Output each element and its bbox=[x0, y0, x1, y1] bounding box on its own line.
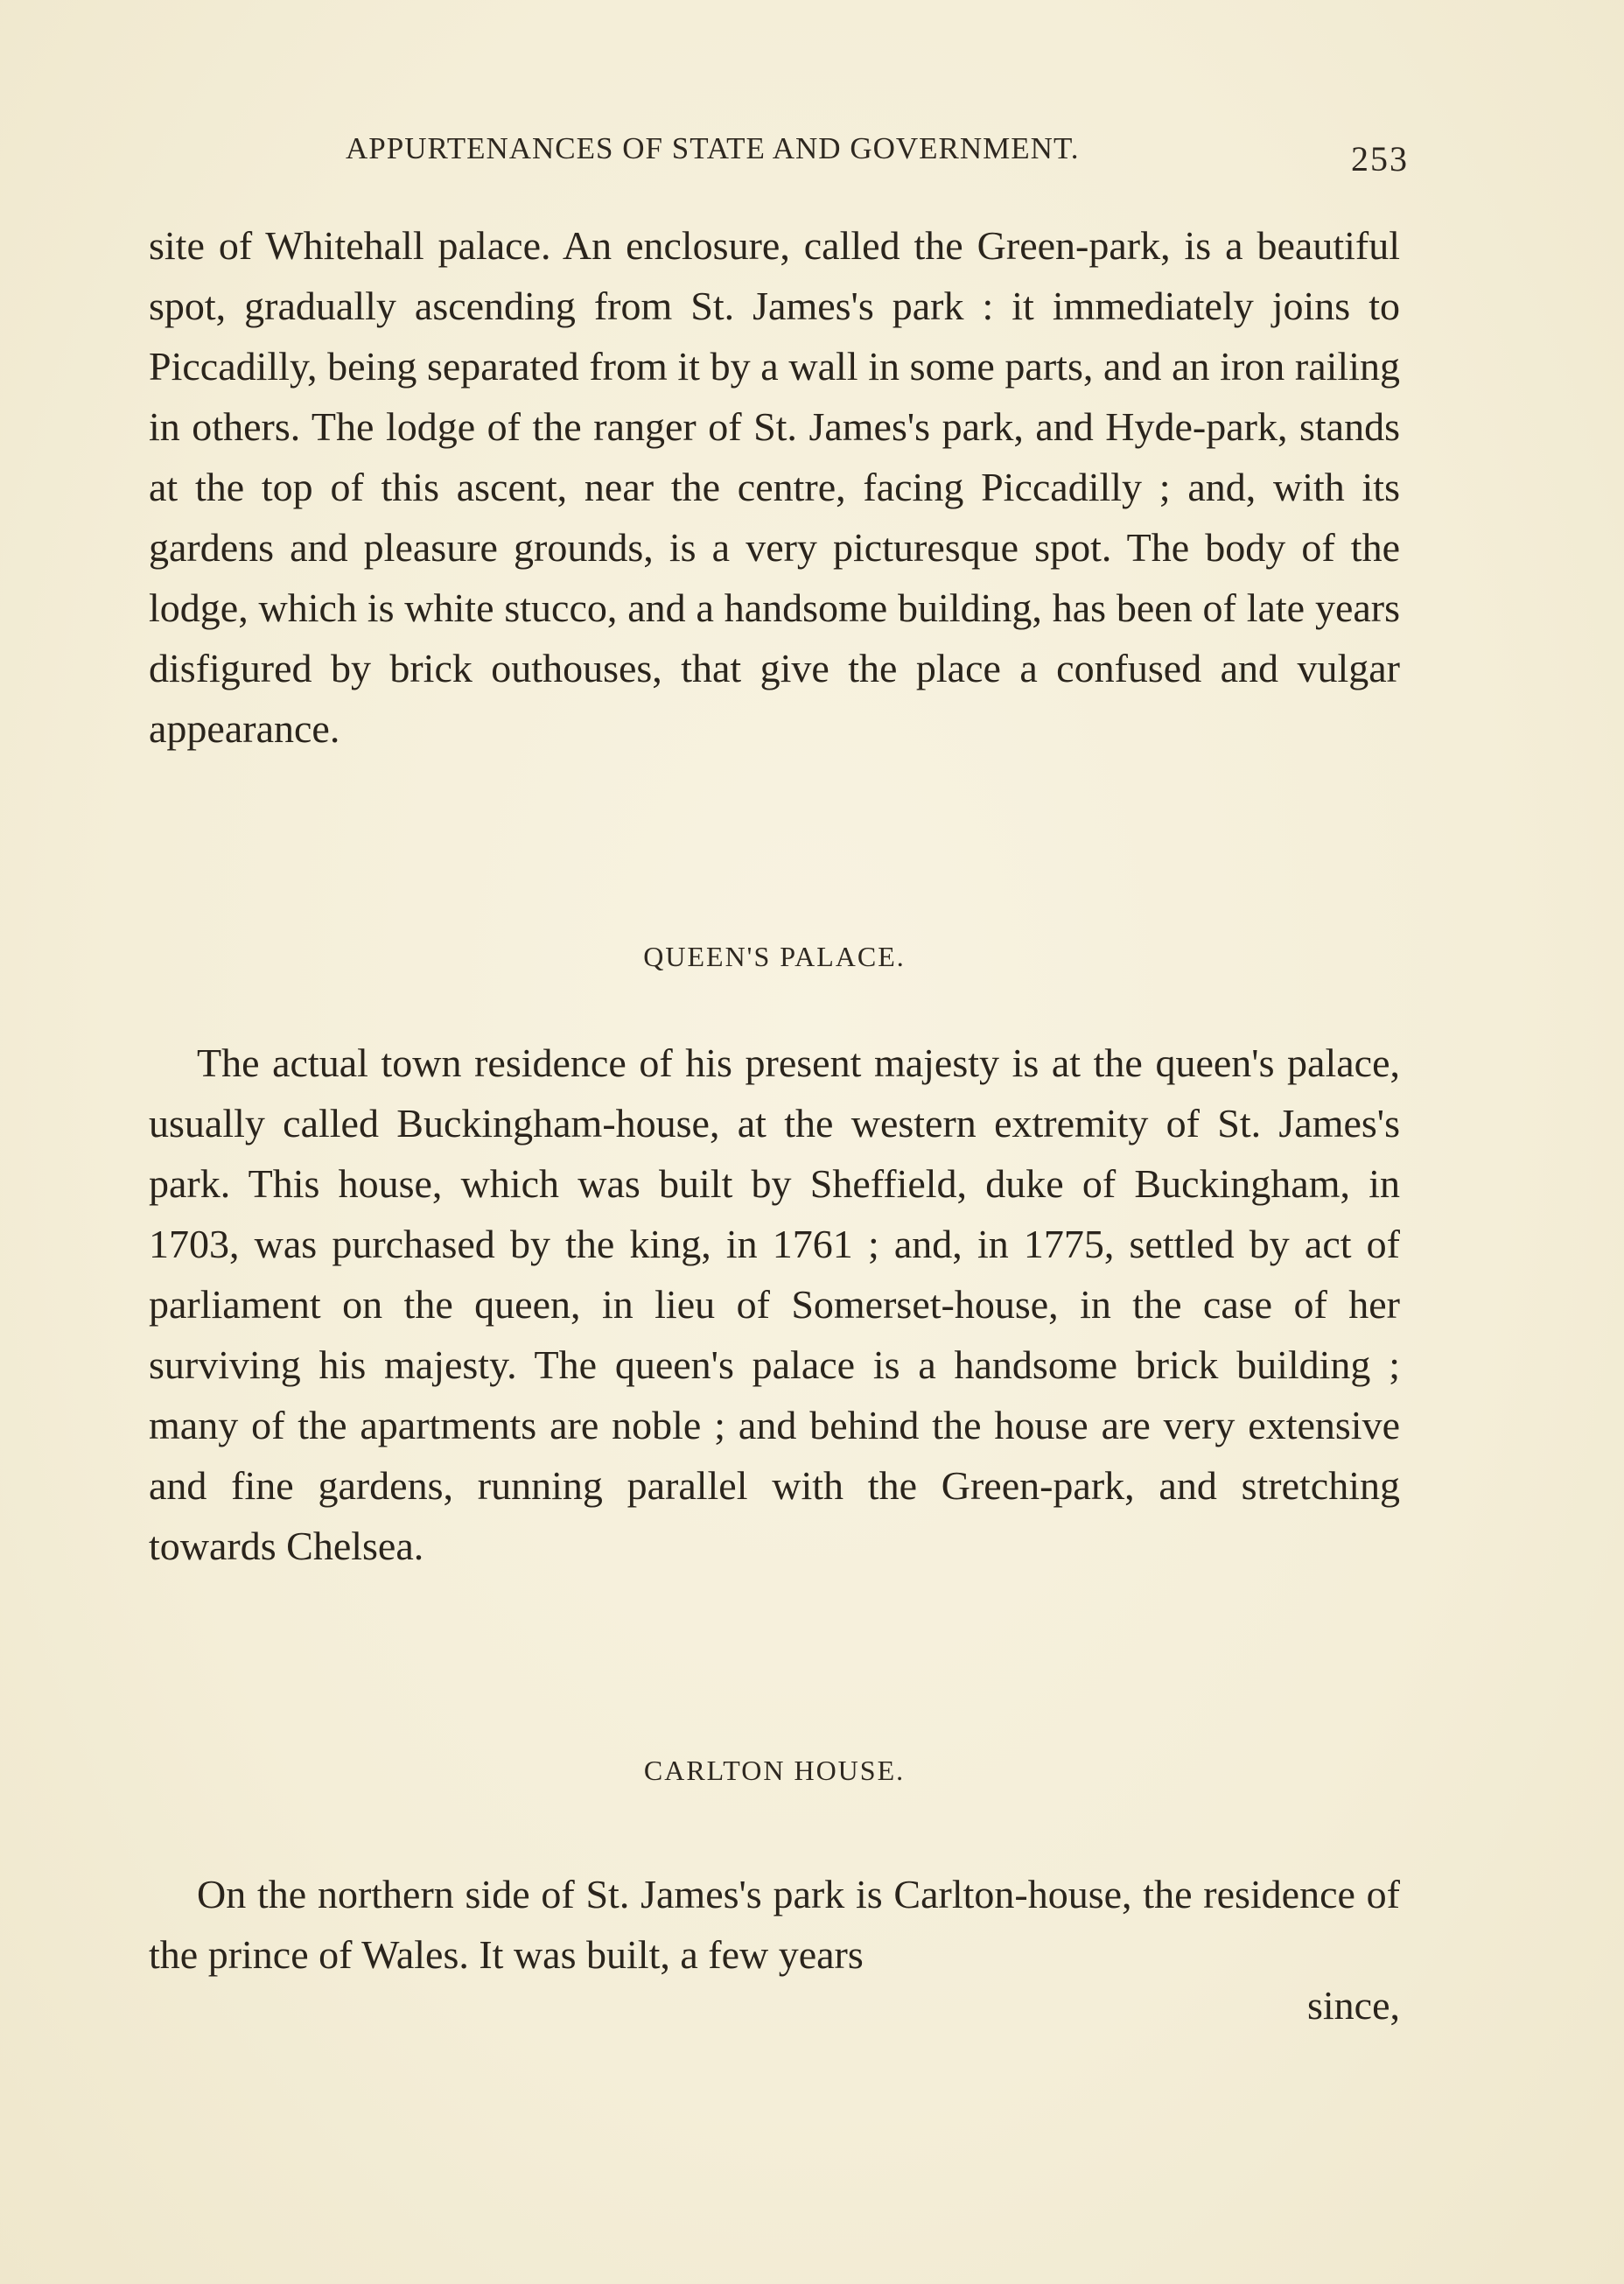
section-heading-carlton-house: CARLTON HOUSE. bbox=[643, 1755, 906, 1786]
section-heading-queens-palace: QUEEN'S PALACE. bbox=[643, 941, 906, 972]
page-header bbox=[346, 131, 1409, 179]
catchword: since, bbox=[1306, 1983, 1400, 2028]
running-title: APPURTENANCES OF STATE AND GOVERNMENT. bbox=[346, 131, 1080, 165]
paragraph-queens-palace: The actual town residence of his present majesty is at the queen's palace, usually called Buckingham-house, at the western extremity of St. James's park. This house, which was built by Sheffield, duke of Buckingham, in 1703, was purchased by the king, in 1761 ; and, in 1775, settled by act of parliament on the queen, in lieu of Somerset-house, in the case of her surviving his majesty. The queen's palace is a handsome brick building ; many of the apartments are noble ; and behind the house are very extensive and fine gardens, running parallel with the Green-park, and stretching towards Chelsea. bbox=[149, 1040, 1400, 1568]
paragraph-whitehall-green-park: site of Whitehall palace. An enclosure, called the Green-park, is a beautiful spot, gradually ascending from St. James's park : it immediately joins to Piccadilly, being separated from it by a wall in some parts, and an iron railing in others. The lodge of the ranger of St. James's park, and Hyde-park, stands at the top of this ascent, near the centre, facing Piccadilly ; and, with its gardens and pleasure grounds, is a very picturesque spot. The body of the lodge, which is white stucco, and a handsome building, has been of late years disfigured by brick outhouses, that give the place a confused and vulgar appearance. bbox=[149, 223, 1400, 751]
page-number: 253 bbox=[1351, 139, 1409, 179]
paragraph-carlton-house: On the northern side of St. James's park is Carlton-house, the residence of the prince of Wales. It was built, a few years bbox=[149, 1872, 1400, 1977]
